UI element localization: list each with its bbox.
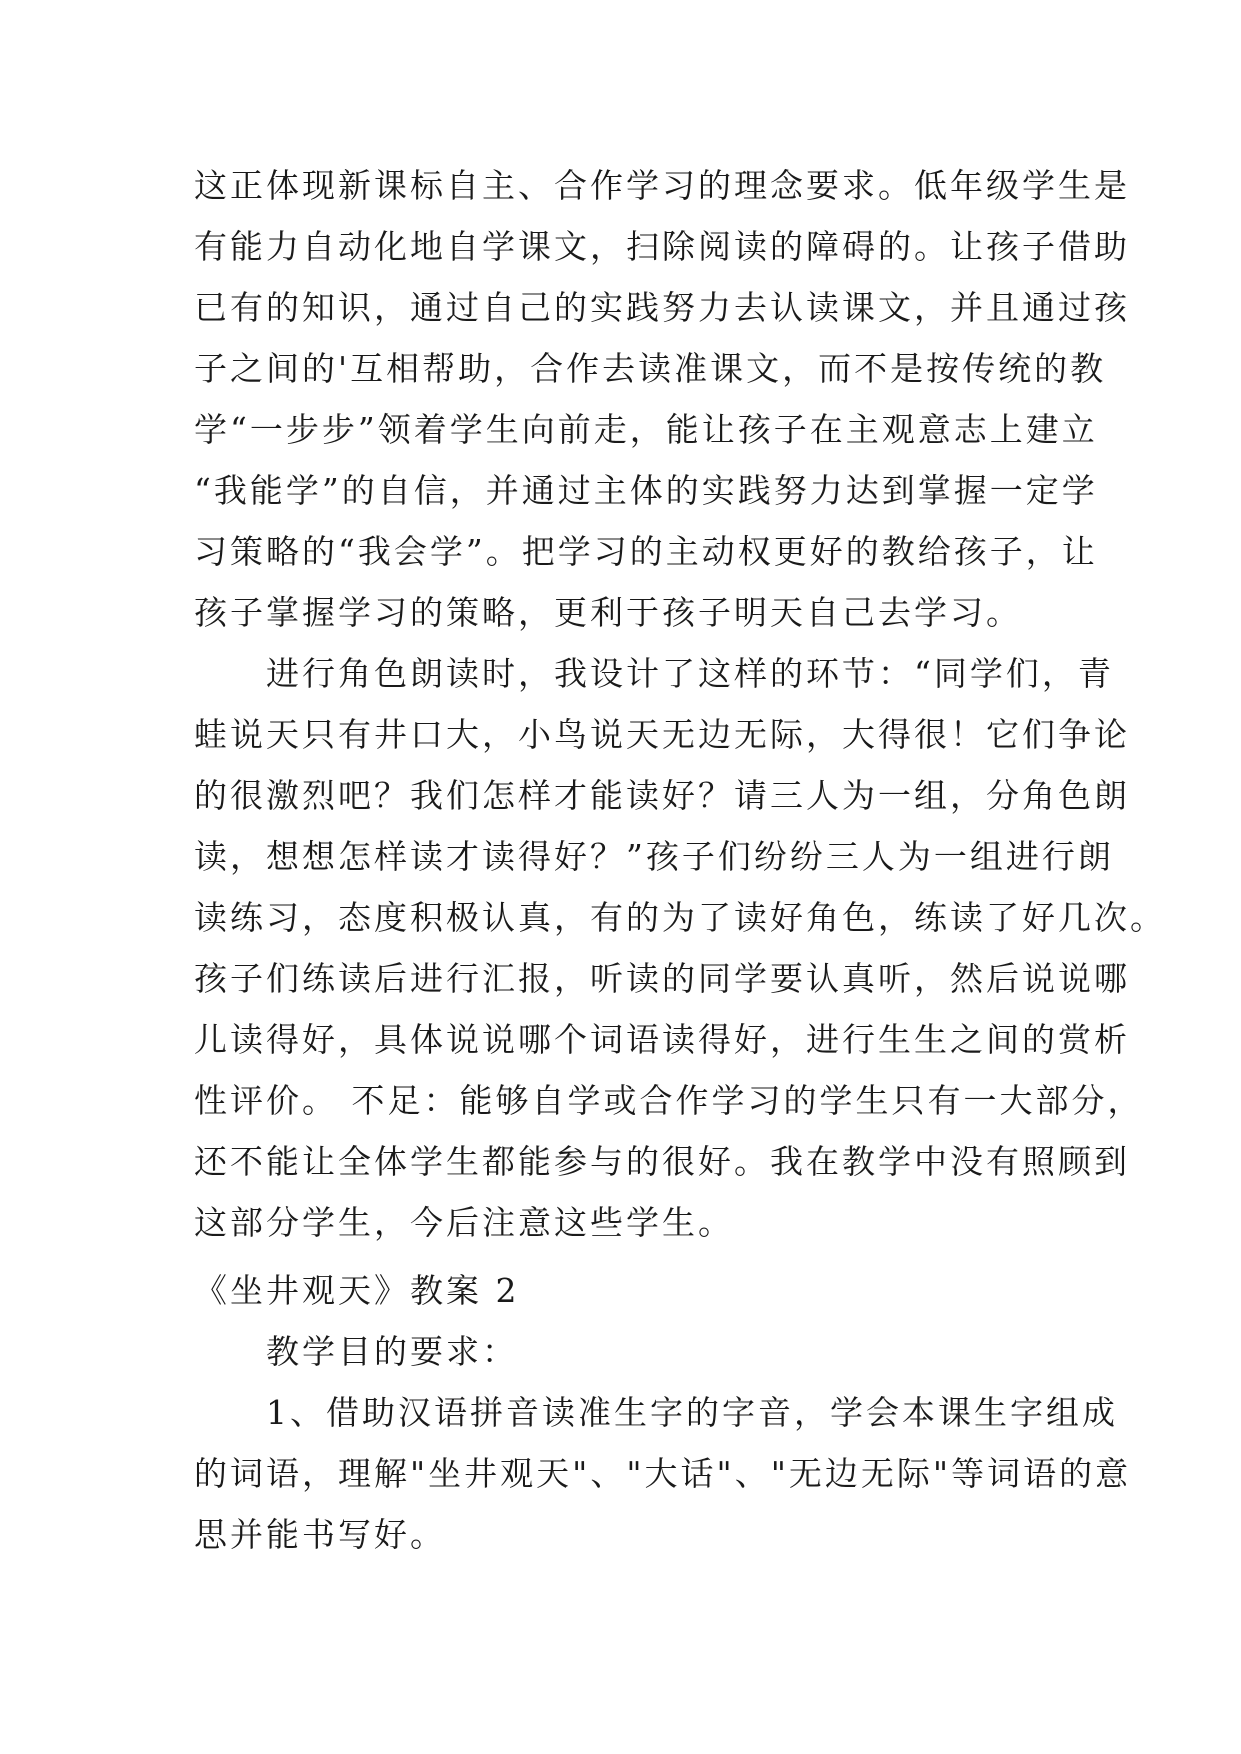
text-line: 的很激烈吧？我们怎样才能读好？请三人为一组，分角色朗 [194,776,1130,815]
text-line: 思并能书写好。 [194,1515,446,1554]
text-line: 孩子掌握学习的策略，更利于孩子明天自己去学习。 [194,593,1022,632]
text-line: 儿读得好，具体说说哪个词语读得好，进行生生之间的赏析 [194,1020,1130,1059]
text-line: 读练习，态度积极认真，有的为了读好角色，练读了好几次。 [194,898,1166,937]
text-line: 读，想想怎样读才读得好？”孩子们纷纷三人为一组进行朗 [194,837,1114,876]
text-line: 进行角色朗读时，我设计了这样的环节：“同学们，青 [194,654,1114,693]
text-line: “我能学”的自信，并通过主体的实践努力达到掌握一定学 [194,471,1098,510]
text-line: 还不能让全体学生都能参与的很好。我在教学中没有照顾到 [194,1142,1130,1181]
text-line: 子之间的'互相帮助，合作去读准课文，而不是按传统的教 [194,349,1107,388]
body-text-upper [194,155,1166,1253]
subheading: 教学目的要求： [194,1332,518,1371]
section-title: 《坐井观天》教案 2 [194,1271,520,1310]
text-line: 1、借助汉语拼音读准生字的字音，学会本课生字组成 [194,1393,1118,1432]
text-line: 已有的知识，通过自己的实践努力去认读课文，并且通过孩 [194,288,1130,327]
text-line: 的词语，理解"坐井观天"、"大话"、"无边无际"等词语的意 [194,1454,1132,1493]
text-line: 性评价。 不足：能够自学或合作学习的学生只有一大部分， [194,1081,1144,1120]
text-line: 学“一步步”领着学生向前走，能让孩子在主观意志上建立 [194,410,1098,449]
body-text-lower [194,1260,1132,1565]
text-line: 这部分学生，今后注意这些学生。 [194,1203,734,1242]
text-line: 蛙说天只有井口大，小鸟说天无边无际，大得很！它们争论 [194,715,1130,754]
text-line: 习策略的“我会学”。把学习的主动权更好的教给孩子，让 [194,532,1098,571]
text-line: 孩子们练读后进行汇报，听读的同学要认真听，然后说说哪 [194,959,1130,998]
text-line: 这正体现新课标自主、合作学习的理念要求。低年级学生是 [194,166,1130,205]
text-line: 有能力自动化地自学课文，扫除阅读的障碍的。让孩子借助 [194,227,1130,266]
